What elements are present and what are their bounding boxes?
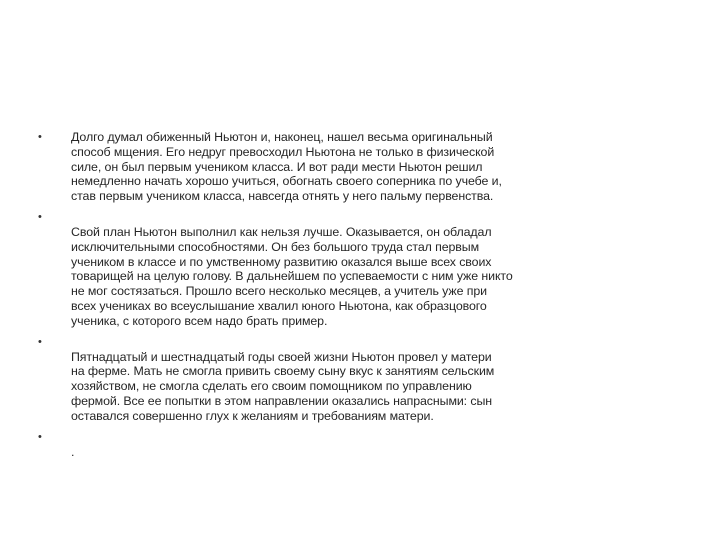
- paragraph-4: .: [71, 444, 75, 459]
- bullet-item: [38, 335, 558, 424]
- bullet-dot: •: [38, 430, 42, 443]
- bullet-item: [38, 210, 558, 329]
- paragraph-3: Пятнадцатый и шестнадцатый годы своей жизни Ньютон провел у матери на ферме. Мать не смогла привить своему сыну вкус к занятиям сельским хозяйством, не смогла сделать его своим помощником по управлению фермой. Все ее попытки в этом направлении оказались напрасными: сын оставался совершенно глух к желаниям и требованиям матери.: [71, 349, 495, 423]
- bullet-list: [38, 130, 558, 459]
- paragraph-1: Долго думал обиженный Ньютон и, наконец, нашел весьма оригинальный способ мщения. Его недруг превосходил Ньютона не только в физической силе, он был первым учеником класса. И вот ради мести Ньютон решил немедленно начать хорошо учиться, обогнать своего соперника по учебе и, став первым учеником класса, навсегда отнять у него пальму первенства.: [71, 130, 502, 204]
- bullet-dot: •: [38, 131, 42, 143]
- bullet-dot: •: [38, 210, 42, 223]
- paragraph-2: Свой план Ньютон выполнил как нельзя лучше. Оказывается, он обладал исключительными способностями. Он без большого труда стал первым учеником в классе и по умственному развитию оказался выше всех своих товарищей на целую голову. В дальнейшем по успеваемости с ним уже никто не мог состязаться. Прошло всего несколько месяцев, а учитель уже при всех учениках во всеуслышание хвалил юного Ньютона, как образцового ученика, с которого всем надо брать пример.: [71, 224, 513, 328]
- bullet-item: [38, 430, 558, 460]
- bullet-dot: •: [38, 335, 42, 348]
- bullet-item: [38, 130, 558, 204]
